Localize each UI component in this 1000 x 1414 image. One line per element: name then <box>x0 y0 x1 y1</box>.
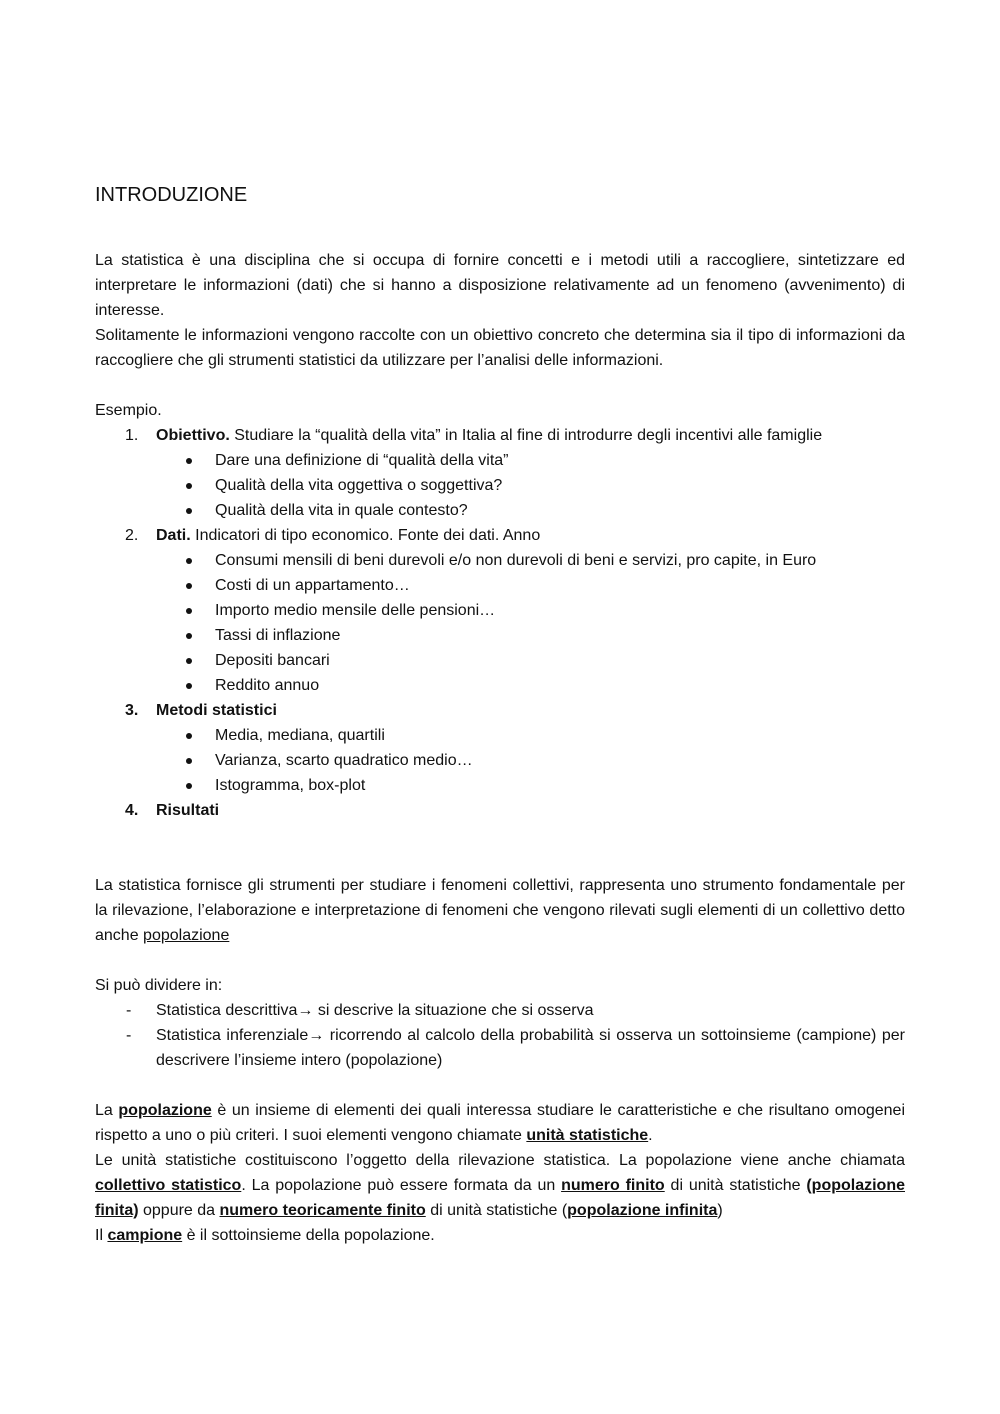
arrow-icon: → <box>297 1002 314 1019</box>
collective-paragraph <box>95 873 905 948</box>
bullet-list <box>95 548 905 698</box>
list-item: Qualità della vita in quale contesto? <box>156 498 905 523</box>
example-item <box>95 423 905 448</box>
population-paragraph-1: La popolazione è un insieme di elementi dei quali interessa studiare le caratteristiche e che risultano omogenei rispetto a uno o più criteri. I suoi elementi vengono chiamate unità statistiche. <box>95 1102 905 1144</box>
intro-paragraph-1: La statistica è una disciplina che si occupa di fornire concetti e i metodi utili a raccogliere, sintetizzare ed interpretare le informazioni (dati) che si hanno a disposizione relativamente ad un fenomeno (avvenimento) di interesse. <box>95 252 905 319</box>
item-number: 4. <box>125 802 139 819</box>
division-list <box>95 998 905 1073</box>
example-item <box>95 523 905 548</box>
item-heading: Obiettivo. <box>156 427 230 444</box>
item-text: Studiare la “qualità della vita” in Italia al fine di introdurre degli incentivi alle famiglie <box>229 427 823 444</box>
list-item: Varianza, scarto quadratico medio… <box>156 748 905 773</box>
intro-paragraph-2: Solitamente le informazioni vengono raccolte con un obiettivo concreto che determina sia il tipo di informazioni da raccogliere che gli strumenti statistici da utilizzare per l’analisi delle informazioni. <box>95 327 905 369</box>
item-text: ricorrendo al calcolo della probabilità si osserva un sottoinsieme (campione) per descrivere l’insieme intero (popolazione) <box>156 1027 906 1069</box>
item-heading: Metodi statistici <box>156 702 277 719</box>
list-item: Tassi di inflazione <box>156 623 905 648</box>
list-item: Dare una definizione di “qualità della vita” <box>156 448 905 473</box>
list-item: Importo medio mensile delle pensioni… <box>156 598 905 623</box>
list-item: Media, mediana, quartili <box>156 723 905 748</box>
item-number: 1. <box>125 427 139 444</box>
list-item: Qualità della vita oggettiva o soggettiva? <box>156 473 905 498</box>
term-campione: campione <box>107 1227 183 1244</box>
popolazione-link: popolazione <box>143 927 230 944</box>
item-number: 2. <box>125 527 139 544</box>
population-paragraph-3: Il campione è il sottoinsieme della popolazione. <box>95 1227 435 1244</box>
item-heading: Dati. <box>156 527 191 544</box>
list-item <box>95 998 905 1023</box>
bullet-list <box>95 448 905 523</box>
item-heading: Risultati <box>156 802 220 819</box>
division-label: Si può dividere in: <box>95 977 223 994</box>
example-list <box>95 423 905 823</box>
arrow-icon: → <box>308 1027 325 1044</box>
example-item <box>95 698 905 723</box>
term-numero-teoricamente-finito: numero teoricamente finito <box>219 1202 426 1219</box>
dash-marker: - <box>126 1027 132 1044</box>
list-item: Istogramma, box-plot <box>156 773 905 798</box>
population-paragraph-2: Le unità statistiche costituiscono l’oggetto della rilevazione statistica. La popolazione viene anche chiamata collettivo statistico. La popolazione può essere formata da un numero finito di unità statistiche (popolazione finita) oppure da numero teoricamente finito di unità statistiche (popolazione infinita) <box>95 1152 905 1219</box>
item-name: Statistica descrittiva <box>156 1002 298 1019</box>
list-item: Reddito annuo <box>156 673 905 698</box>
item-number: 3. <box>125 702 139 719</box>
list-item: Consumi mensili di beni durevoli e/o non durevoli di beni e servizi, pro capite, in Euro <box>156 548 905 573</box>
term-popolazione-infinita: popolazione infinita <box>567 1202 718 1219</box>
item-name: Statistica inferenziale <box>156 1027 309 1044</box>
document-page <box>95 182 905 1248</box>
term-popolazione-finita: (popolazione finita) <box>95 1177 905 1219</box>
list-item: Costi di un appartamento… <box>156 573 905 598</box>
term-collettivo-statistico: collettivo statistico <box>95 1177 242 1194</box>
term-numero-finito: numero finito <box>561 1177 665 1194</box>
list-item: Depositi bancari <box>156 648 905 673</box>
dash-marker: - <box>126 1002 132 1019</box>
item-text: si descrive la situazione che si osserva <box>313 1002 594 1019</box>
term-unita-statistiche: unità statistiche <box>526 1127 649 1144</box>
list-item <box>95 1023 905 1073</box>
page-title: INTRODUZIONE <box>95 184 248 206</box>
collective-text: La statistica fornisce gli strumenti per studiare i fenomeni collettivi, rappresenta uno strumento fondamentale per la rilevazione, l’elaborazione e interpretazione di fenomeni che vengono rilevati sugli elementi di un collettivo detto anche <box>95 877 905 944</box>
example-label: Esempio. <box>95 402 162 419</box>
term-popolazione: popolazione <box>118 1102 212 1119</box>
example-item <box>95 798 905 823</box>
item-text: Indicatori di tipo economico. Fonte dei dati. Anno <box>190 527 541 544</box>
bullet-list <box>95 723 905 798</box>
